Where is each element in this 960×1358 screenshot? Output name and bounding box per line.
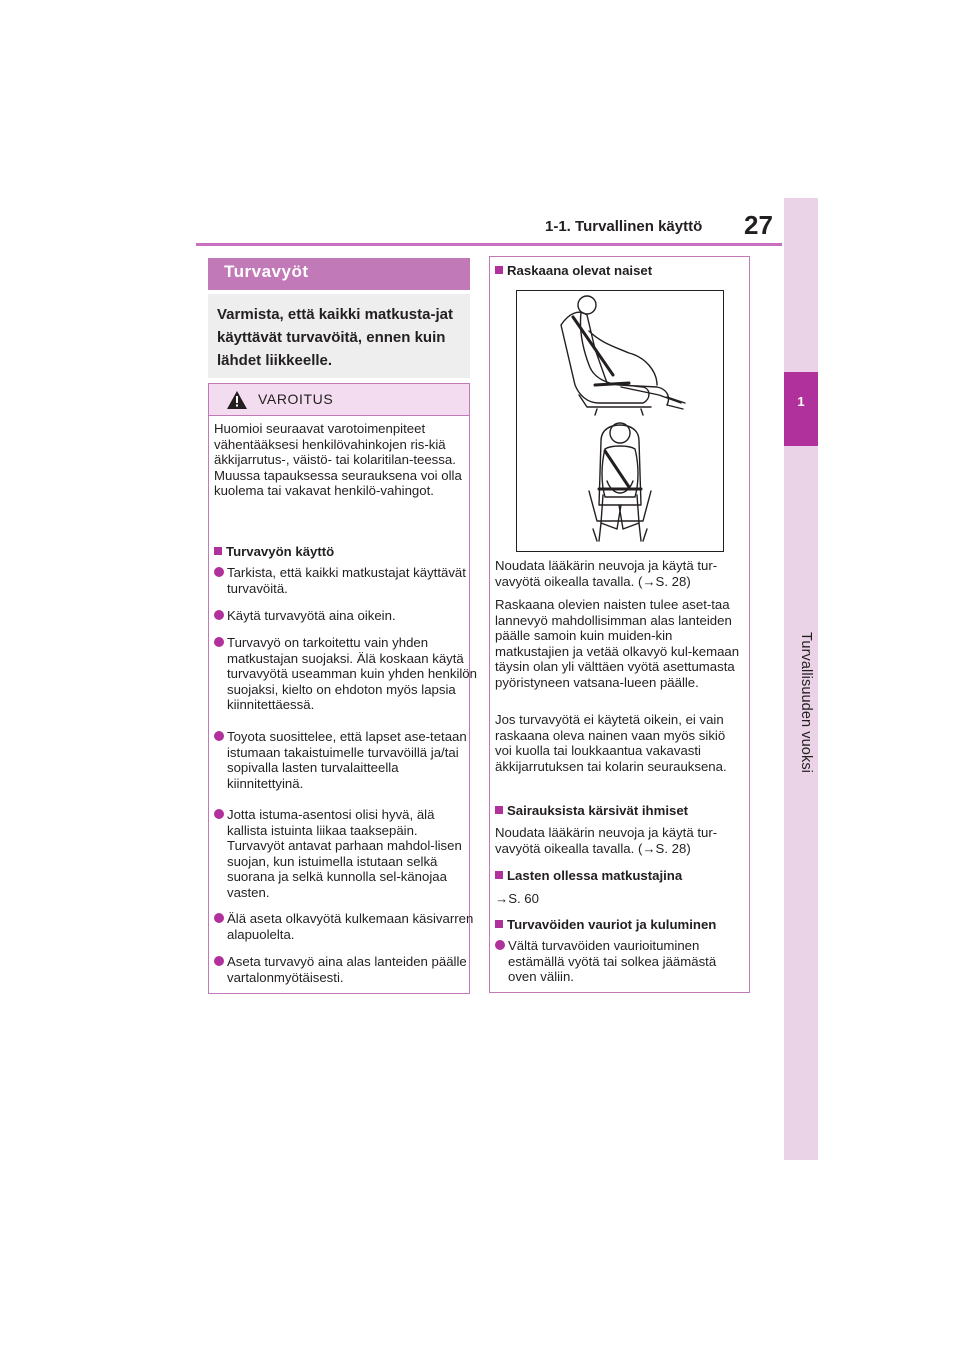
chapter-title: Turvallisuuden vuoksi [798, 632, 814, 773]
square-bullet-icon [214, 547, 222, 555]
bullet-dot-icon [214, 809, 224, 819]
page-number: 27 [744, 210, 773, 240]
bullet-dot-icon [214, 610, 224, 620]
chapter-side-tab[interactable] [784, 198, 818, 1160]
bullet-dot-icon [214, 956, 224, 966]
warning-box: VAROITUS Huomioi seuraavat varotoimenpiteet vähentääksesi henkilövahinkojen ris-kiä äkkijarrutus-, väistö- tai kolaritilan-teessa. Muussa tapauksessa seurauksena voi olla kuolema tai vakavat henkilö-vahingot. Turvavyön käyttö Tarkista, että kaikki matkustajat käyttävät turvavöitä. Käytä turvavyötä aina oikein. Turvavyö on tarkoitettu vain yhden matkustajan suojaksi. Älä koskaan käytä turvavyötä useamman kuin yhden henkilön suojaksi, kielto on ehdoton myös lapsia kiinnitettäessä. Toyota suosittelee, että lapset ase-tetaan istumaan takaistuimelle turvavöillä ja/tai sopivalla lasten turvalaitteella kiinnitettyinä. Jotta istuma-asentosi olisi hyvä, älä kallista istuinta liikaa taaksepäin. Turvavyöt antavat parhaan mahdol-lisen suojan, kun istuimella istutaan selkä suorana ja selkä kunnolla sel-känojaa vasten. Älä aseta olkavyötä kulkemaan käsivarren alapuolelta. Aseta turvavyö aina alas lanteiden päälle vartalonmyötäisesti. [208, 383, 470, 994]
heading-illness: Sairauksista kärsivät ihmiset [495, 803, 688, 819]
bullet-dot-icon [495, 940, 505, 950]
intro-box [208, 294, 470, 378]
warning-intro: Huomioi seuraavat varotoimenpiteet vähentääksesi henkilövahinkojen ris-kiä äkkijarrutus-, väistö- tai kolaritilan-teessa. Muussa tapauksessa seurauksena voi olla kuolema tai vakavat henkilö-vahingot. [214, 421, 462, 498]
square-bullet-icon [495, 871, 503, 879]
heading-children: Lasten ollessa matkustajina [495, 868, 682, 884]
square-bullet-icon [495, 806, 503, 814]
header-rule [196, 243, 782, 246]
chapter-number: 1 [784, 372, 818, 446]
right-content-box: Raskaana olevat naiset Noudata lääkärin neuvoja ja käytä tur-vavyötä oikealla tavalla. (→S. 28) Raskaana olevien naisten tulee aset-taa lannevyö mahdollisimman alas lanteiden päälle samoin kuin muiden-kin matkustajien ja vetää olkavyö kul-kemaan täysin olan yli välttäen vyötä asettumasta pyöristyneen vatsana-lueen päälle. Jos turvavyötä ei käytetä oikein, ei vain raskaana oleva nainen vaan myös sikiö voi kuolla tai loukkaantua vakavasti äkkijarrutuksen tai kolarin seurauksena. Sairauksista kärsivät ihmiset Noudata lääkärin neuvoja ja käytä tur-vavyötä oikealla tavalla. (→S. 28) Lasten ollessa matkustajina →S. 60 Turvavöiden vauriot ja kuluminen Vältä turvavöiden vaurioituminen estämällä vyötä tai solkea jäämästä oven väliin. [489, 256, 750, 993]
paragraph: Jos turvavyötä ei käytetä oikein, ei vain raskaana oleva nainen vaan myös sikiö voi kuolla tai loukkaantua vakavasti äkkijarrutuksen tai kolarin seurauksena. [495, 712, 727, 774]
square-bullet-icon [495, 266, 503, 274]
warning-title: VAROITUS [258, 391, 334, 407]
section-title: Turvavyöt [224, 262, 309, 281]
pregnant-woman-seatbelt-illustration [516, 290, 724, 552]
warning-header [209, 384, 469, 416]
intro-text: Varmista, että kaikki matkusta-jat käyttävät turvavöitä, ennen kuin lähdet liikkeelle. [217, 306, 453, 369]
section-label: 1-1. Turvallinen käyttö [545, 218, 703, 235]
bullet-dot-icon [214, 637, 224, 647]
heading-pregnant: Raskaana olevat naiset [495, 263, 652, 279]
bullet-dot-icon [214, 567, 224, 577]
illustration-drawing [517, 291, 723, 551]
warning-heading: Turvavyön käyttö [214, 544, 334, 560]
warning-triangle-icon [227, 391, 247, 409]
paragraph: Noudata lääkärin neuvoja ja käytä tur-vavyötä oikealla tavalla. (→S. 28) [495, 825, 718, 856]
bullet-dot-icon [214, 731, 224, 741]
paragraph: Noudata lääkärin neuvoja ja käytä tur-vavyötä oikealla tavalla. (→S. 28) [495, 558, 718, 589]
section-title-bar [208, 258, 470, 290]
heading-damage: Turvavöiden vauriot ja kuluminen [495, 917, 716, 933]
square-bullet-icon [495, 920, 503, 928]
bullet-dot-icon [214, 913, 224, 923]
paragraph: Raskaana olevien naisten tulee aset-taa lannevyö mahdollisimman alas lanteiden päälle samoin kuin muiden-kin matkustajien ja vetää olkavyö kul-kemaan täysin olan yli välttäen vyötä asettumasta pyöristyneen vatsana-lueen päälle. [495, 597, 740, 690]
paragraph: →S. 60 [495, 891, 539, 906]
